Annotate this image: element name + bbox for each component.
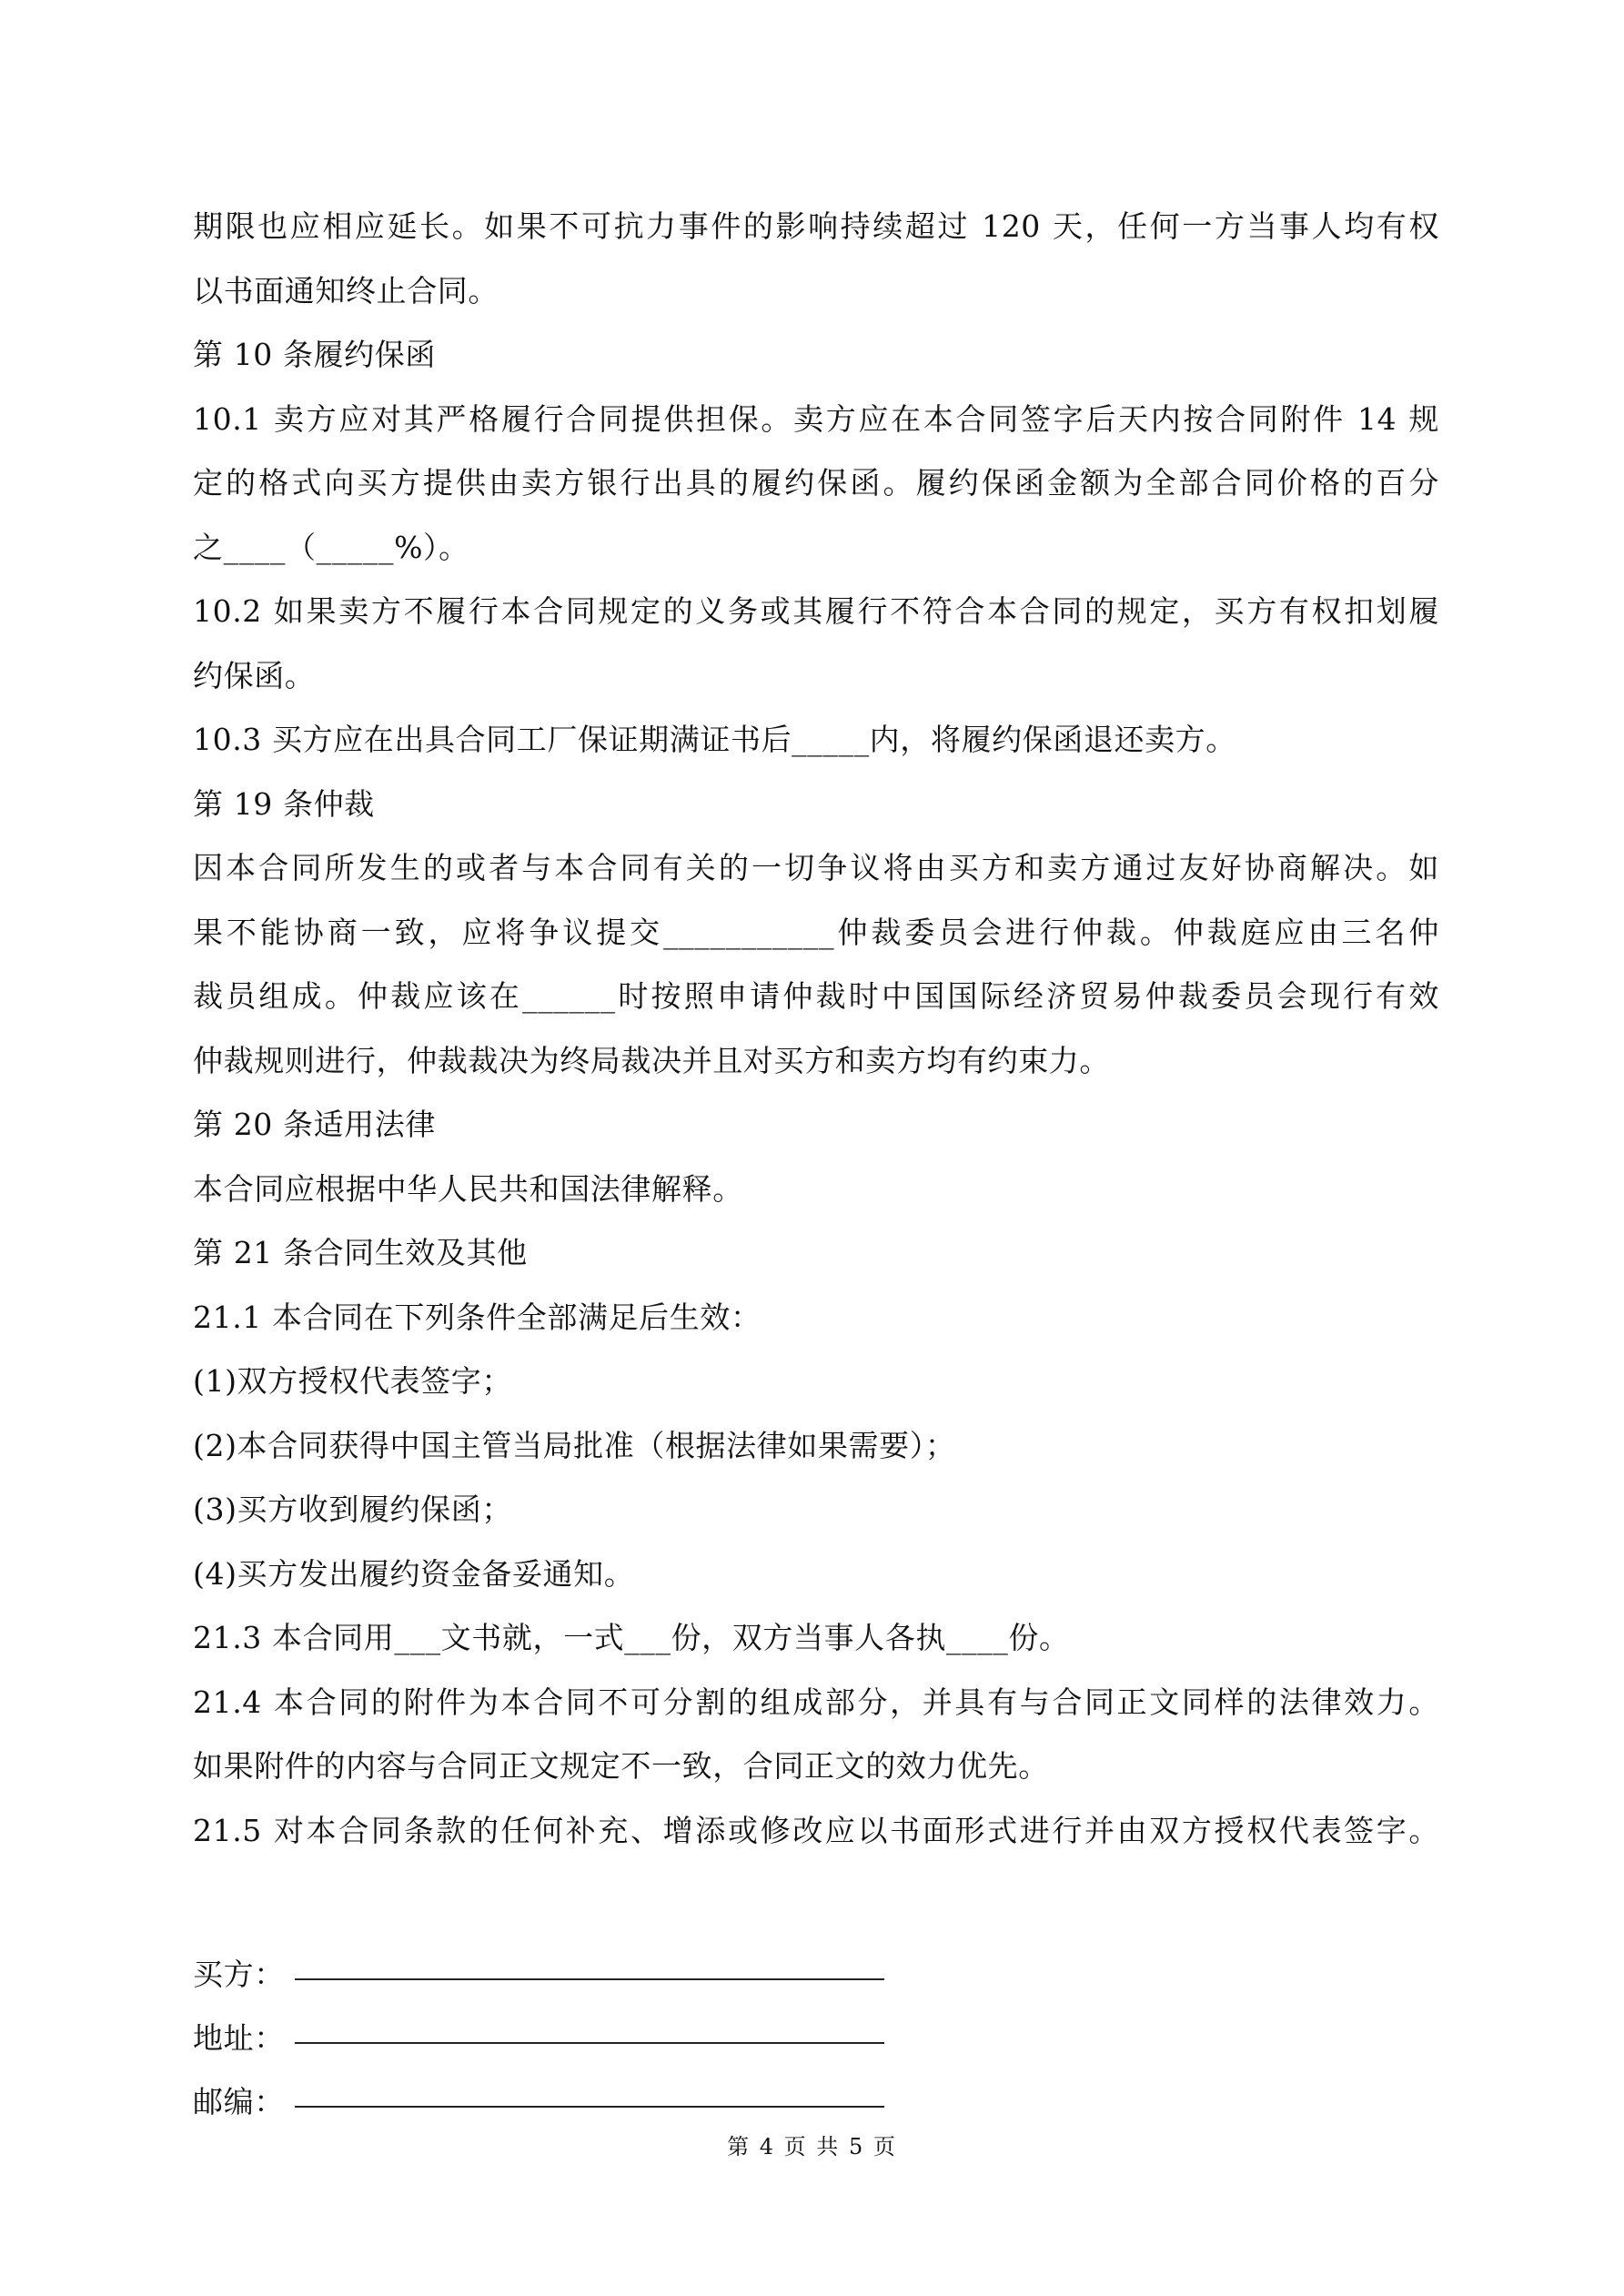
buyer-label: 买方： — [193, 1957, 285, 1992]
postcode-label: 邮编： — [193, 2084, 285, 2119]
list-item: (1)双方授权代表签字； — [193, 1363, 512, 1399]
body-line: 仲裁规则进行，仲裁裁决为终局裁决并且对买方和卖方均有约束力。 — [193, 1042, 1110, 1078]
body-line: 因本合同所发生的或者与本合同有关的一切争议将由买方和卖方通过友好协商解决。如 — [193, 850, 1439, 885]
postcode-row — [193, 2057, 1012, 2120]
list-item: (2)本合同获得中国主管当局批准（根据法律如果需要）； — [193, 1427, 956, 1463]
buyer-row — [193, 1929, 1012, 1993]
page-footer: 第 4 页 共 5 页 — [727, 2134, 897, 2159]
signature-block — [193, 1929, 1012, 2120]
address-label: 地址： — [193, 2020, 285, 2056]
body-line: 裁员组成。仲裁应该在______时按照申请仲裁时中国国际经济贸易仲裁委员会现行有效 — [193, 978, 1439, 1014]
list-item: (4)买方发出履约资金备妥通知。 — [193, 1555, 635, 1592]
article-heading: 第 19 条仲裁 — [193, 785, 375, 822]
article-heading: 第 10 条履约保函 — [193, 337, 436, 372]
address-row — [193, 1993, 1012, 2057]
address-field[interactable] — [295, 2041, 884, 2044]
body-line: 之____（_____%）。 — [193, 529, 469, 565]
body-line: 10.1 卖方应对其严格履行合同提供担保。卖方应在本合同签字后天内按合同附件 14 规 — [193, 400, 1439, 437]
postcode-field[interactable] — [295, 2105, 884, 2108]
body-line: 10.2 如果卖方不履行本合同规定的义务或其履行不符合本合同的规定，买方有权扣划履 — [193, 593, 1439, 629]
body-line: 10.3 买方应在出具合同工厂保证期满证书后_____内，将履约保函退还卖方。 — [193, 722, 1236, 757]
buyer-field[interactable] — [295, 1977, 884, 1980]
list-item: (3)买方收到履约保函； — [193, 1492, 512, 1527]
body-line: 期限也应相应延长。如果不可抗力事件的影响持续超过 120 天，任何一方当事人均有权 — [193, 208, 1439, 244]
article-heading: 第 20 条适用法律 — [193, 1107, 436, 1142]
contract-body — [193, 195, 1439, 1863]
body-line: 定的格式向买方提供由卖方银行出具的履约保函。履约保函金额为全部合同价格的百分 — [193, 465, 1439, 501]
body-line: 约保函。 — [193, 657, 316, 693]
body-line: 21.1 本合同在下列条件全部满足后生效： — [193, 1299, 762, 1335]
body-line: 21.4 本合同的附件为本合同不可分割的组成部分，并具有与合同正文同样的法律效力。 — [193, 1684, 1439, 1720]
body-line: 21.5 对本合同条款的任何补充、增添或修改应以书面形式进行并由双方授权代表签字。 — [193, 1812, 1439, 1848]
body-line: 21.3 本合同用___文书就，一式___份，双方当事人各执____份。 — [193, 1620, 1070, 1655]
body-line: 如果附件的内容与合同正文规定不一致，合同正文的效力优先。 — [193, 1748, 1049, 1784]
article-heading: 第 21 条合同生效及其他 — [193, 1235, 528, 1270]
body-line: 果不能协商一致，应将争议提交___________仲裁委员会进行仲裁。仲裁庭应由三名仲 — [193, 914, 1439, 950]
body-line: 以书面通知终止合同。 — [193, 272, 499, 308]
body-line: 本合同应根据中华人民共和国法律解释。 — [193, 1170, 743, 1207]
